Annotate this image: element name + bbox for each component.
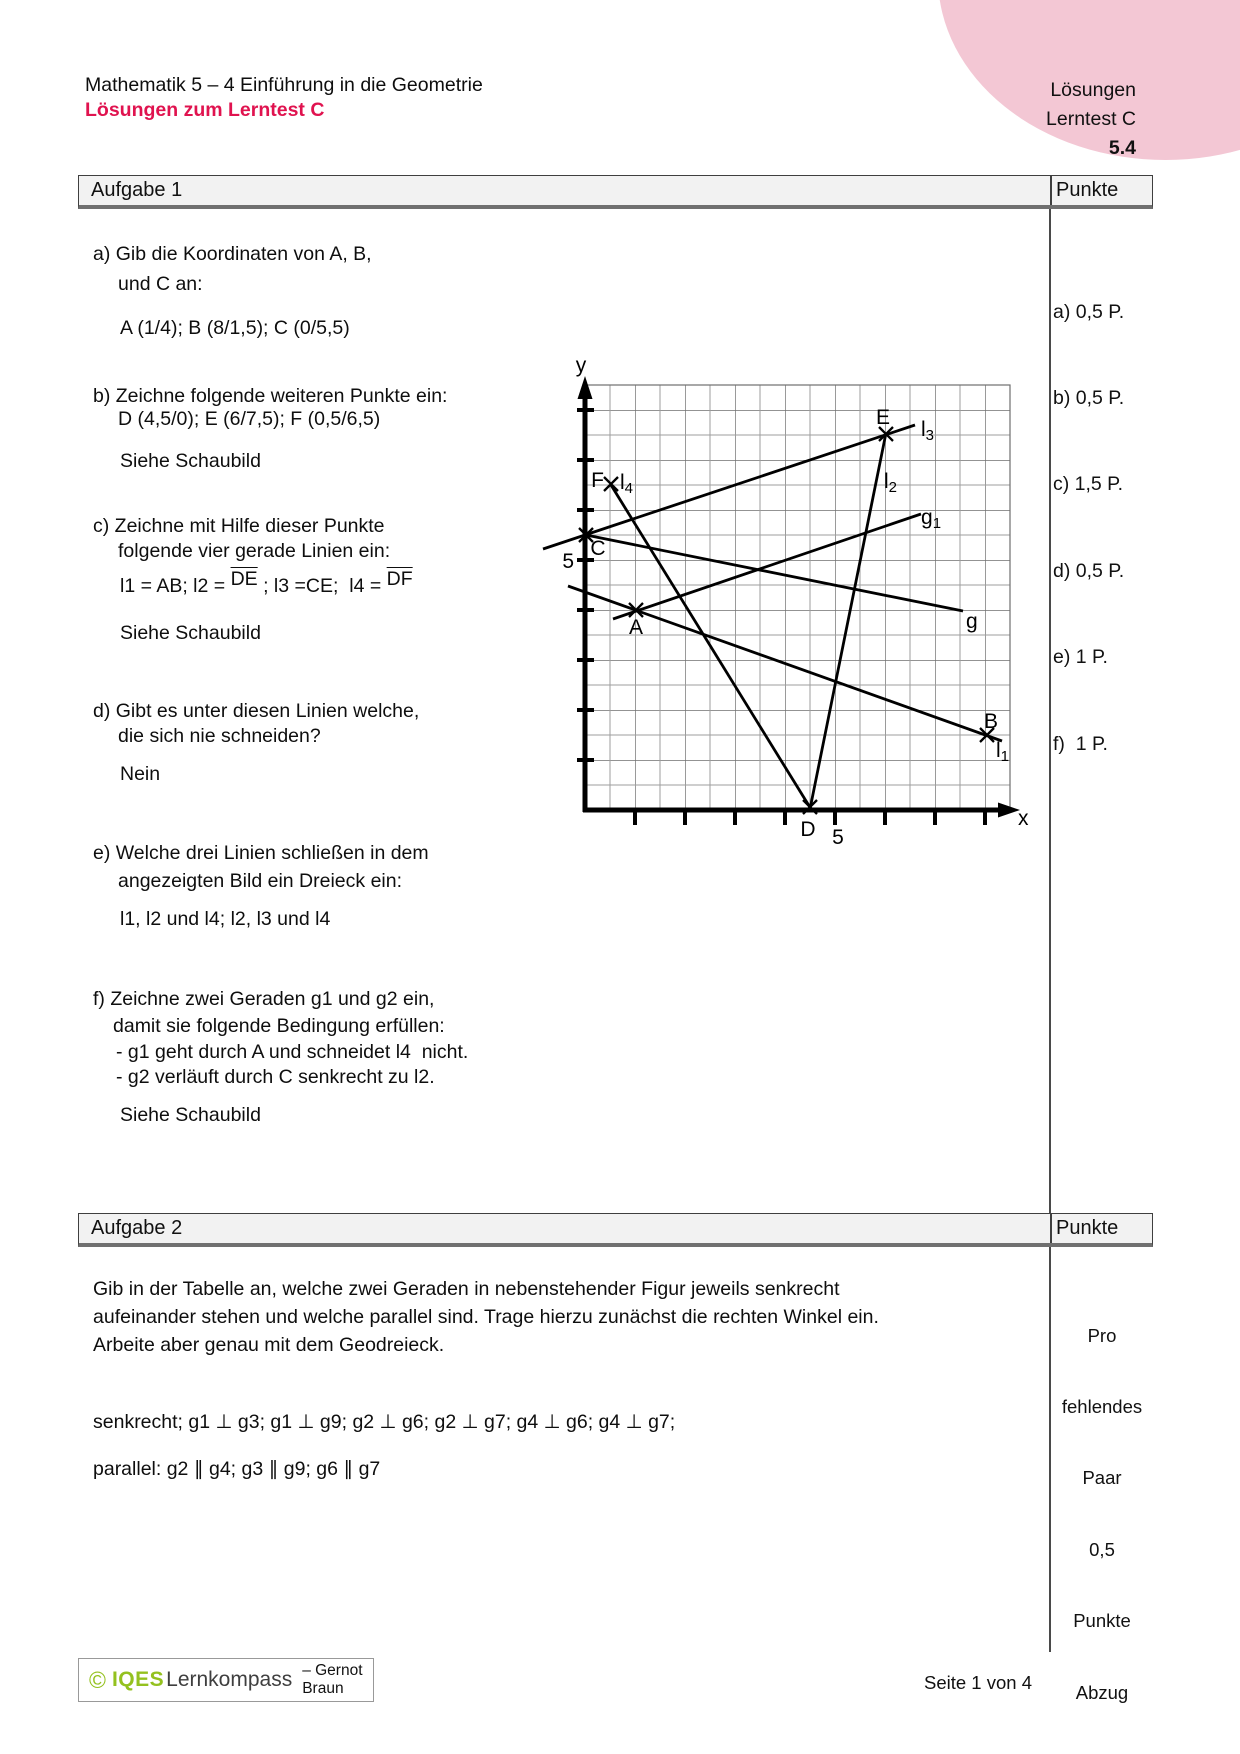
task1f-line1: f) Zeichne zwei Geraden g1 und g2 ein,: [93, 988, 435, 1010]
task1c-formula: [120, 568, 413, 598]
task2-points-header: Punkte: [1056, 1217, 1119, 1239]
task1f-answer: Siehe Schaubild: [120, 1104, 261, 1126]
points-b: b) 0,5 P.: [1053, 386, 1125, 409]
label-l2: l2: [884, 470, 898, 496]
task1-bar-divider: [1050, 176, 1052, 205]
points-f: f) 1 P.: [1053, 732, 1108, 755]
coordinate-figure: [505, 340, 1050, 875]
point-label-C: C: [590, 537, 606, 560]
task1d-answer: Nein: [120, 763, 161, 785]
task2-title: Aufgabe 2: [91, 1217, 183, 1239]
note-line2: fehlendes: [1061, 1395, 1143, 1417]
task1-points-header: Punkte: [1056, 179, 1119, 201]
task1e-line2: angezeigten Bild ein Dreieck ein:: [118, 870, 403, 892]
segment-DF: $\overline{DF}$: [386, 568, 413, 590]
corner-label: [1046, 76, 1136, 163]
task2-answer-senkrecht: senkrecht; g1 ⊥ g3; g1 ⊥ g9; g2 ⊥ g6; g2 ⊥ g7; g4 ⊥ g6; g4 ⊥ g7;: [93, 1411, 676, 1433]
task1-title: Aufgabe 1: [91, 179, 183, 201]
task2-para-line1: Gib in der Tabelle an, welche zwei Geraden in nebenstehender Figur jeweils senkrecht: [93, 1278, 840, 1300]
task1d-line2: die sich nie schneiden?: [118, 725, 321, 747]
task1f-line2: damit sie folgende Bedingung erfüllen:: [113, 1015, 445, 1037]
footer-author: – Gernot Braun: [302, 1662, 363, 1697]
corner-line1: Lösungen: [1050, 79, 1136, 101]
task2-para-line2: aufeinander stehen und welche parallel sind. Trage hierzu zunächst die rechten Winkel ein.: [93, 1306, 879, 1328]
task1-points-list: [1053, 240, 1124, 816]
task2-header-bar: [78, 1213, 1153, 1247]
task2-points-note: [1049, 1276, 1155, 1752]
page-number: Seite 1 von 4: [924, 1672, 1032, 1693]
label-g: g: [966, 610, 978, 633]
task1c-formula-part2: ; l3 =CE; l4 =: [257, 575, 387, 597]
task1c-formula-part1: l1 = AB; l2 =: [120, 575, 231, 597]
task1f-line3: - g1 geht durch A und schneidet l4 nicht.: [116, 1041, 469, 1063]
points-c: c) 1,5 P.: [1053, 473, 1124, 496]
note-line1: Pro: [1087, 1324, 1117, 1346]
task1f-line4: - g2 verläuft durch C senkrecht zu l2.: [116, 1066, 435, 1088]
note-line4: 0,5: [1089, 1538, 1115, 1560]
header-subject: Mathematik 5 – 4 Einführung in die Geometrie: [85, 74, 483, 96]
footer-brand-iqes: IQES: [111, 1668, 165, 1691]
points-a: a) 0,5 P.: [1053, 300, 1125, 323]
task1e-answer: l1, l2 und l4; l2, l3 und l4: [120, 908, 331, 930]
task1d-line1: d) Gibt es unter diesen Linien welche,: [93, 700, 420, 722]
label-g1: g1: [921, 506, 942, 532]
task1b-line2: D (4,5/0); E (6/7,5); F (0,5/6,5): [118, 408, 381, 430]
point-label-A: A: [628, 616, 644, 639]
point-label-D: D: [800, 818, 816, 841]
note-line6: Abzug: [1075, 1681, 1129, 1703]
points-d: d) 0,5 P.: [1053, 559, 1125, 582]
task1c-line1: c) Zeichne mit Hilfe dieser Punkte: [93, 515, 385, 537]
task1c-answer: Siehe Schaubild: [120, 622, 261, 644]
corner-line3: 5.4: [1108, 137, 1136, 159]
footer-brand-lernkompass: Lernkompass: [166, 1668, 293, 1691]
corner-line2: Lerntest C: [1046, 108, 1136, 130]
y-tick-5-label: 5: [562, 550, 574, 573]
label-l3: l3: [921, 418, 935, 444]
point-label-B: B: [983, 710, 999, 733]
footer-logo-box: [78, 1658, 374, 1702]
x-tick-5-label: 5: [832, 826, 844, 849]
task1b-answer: Siehe Schaubild: [120, 450, 261, 472]
copyright-icon: ©: [89, 1666, 106, 1693]
grid: [585, 385, 1010, 810]
task1a-answer: A (1/4); B (8/1,5); C (0/5,5): [120, 317, 350, 339]
task1b-line1: b) Zeichne folgende weiteren Punkte ein:: [93, 385, 448, 407]
segment-DE: $\overline{DE}$: [230, 568, 258, 590]
header-title: Lösungen zum Lerntest C: [85, 99, 325, 121]
points-e: e) 1 P.: [1053, 646, 1108, 669]
point-label-E: E: [875, 406, 891, 429]
label-l1: l1: [996, 739, 1010, 765]
task1a-line2: und C an:: [118, 273, 203, 295]
task2-answer-parallel: parallel: g2 ∥ g4; g3 ∥ g9; g6 ∥ g7: [93, 1458, 381, 1480]
task1e-line1: e) Welche drei Linien schließen in dem: [93, 842, 429, 864]
task2-bar-divider: [1050, 1214, 1052, 1243]
note-line3: Paar: [1082, 1467, 1122, 1489]
note-line5: Punkte: [1073, 1610, 1131, 1632]
task2-para-line3: Arbeite aber genau mit dem Geodreieck.: [93, 1334, 445, 1356]
x-axis-label: x: [1018, 807, 1029, 830]
point-label-F: F: [591, 469, 604, 492]
task1a-line1: a) Gib die Koordinaten von A, B,: [93, 243, 372, 265]
y-axis-label: y: [575, 354, 587, 377]
task1c-line2: folgende vier gerade Linien ein:: [118, 540, 391, 562]
label-l4: l4: [620, 471, 634, 497]
task1-header-bar: [78, 175, 1153, 209]
